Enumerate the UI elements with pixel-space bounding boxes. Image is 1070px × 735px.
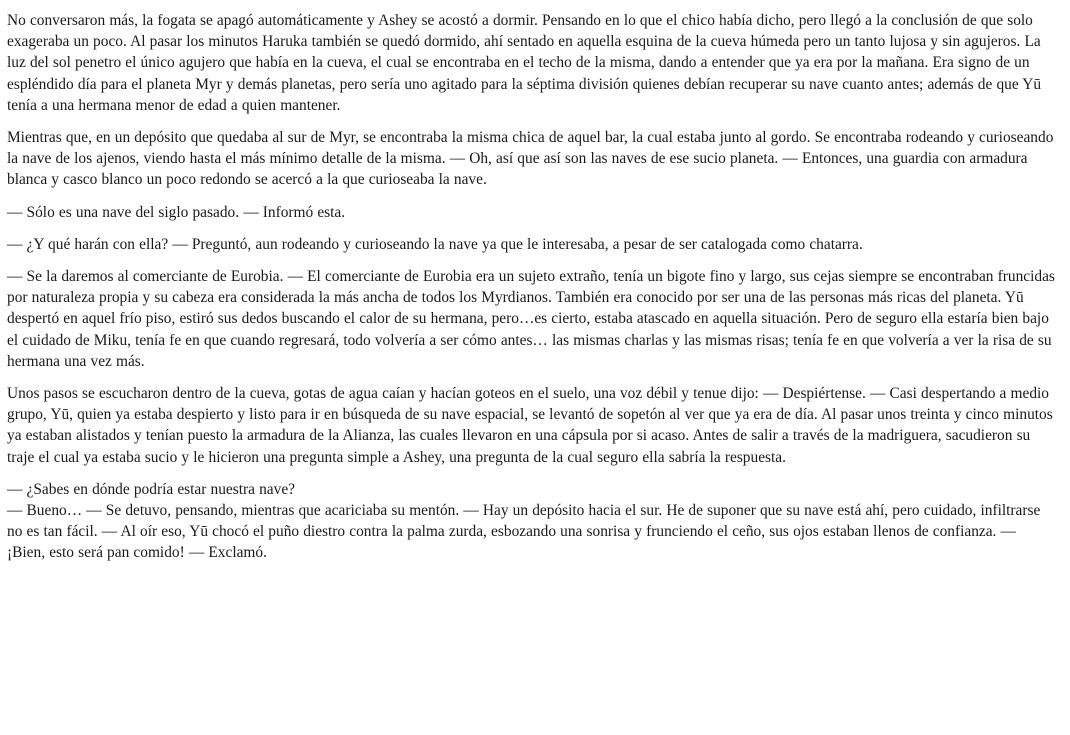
paragraph-1: No conversaron más, la fogata se apagó automáticamente y Ashey se acostó a dormir. Pensando en lo que el chico había dicho, pero llegó a la conclusión de que solo exageraba un poco. Al pasar los minutos Haruka también se quedó dormido, ahí sentado en aquella esquina de la cueva húmeda pero un tanto lujosa y sin agujeros. La luz del sol penetro el único agujero que había en la cueva, el cual se encontraba en el techo de la misma, dando a entender que ya era por la mañana. Era signo de un espléndido día para el planeta Myr y demás planetas, pero sería uno agitado para la séptima división quienes debían recuperar su nave cuanto antes; además de que Yū tenía a una hermana menor de edad a quien mantener. — [7, 12, 1042, 114]
paragraph-6: Unos pasos se escucharon dentro de la cueva, gotas de agua caían y hacían goteos en el suelo, una voz débil y tenue dijo: — Despiértense. — Casi despertando a medio grupo, Yū, quien ya estaba despierto y listo para ir en búsqueda de su nave espacial, se levantó de sopetón al ver que ya era de día. Al pasar unos treinta y cinco minutos ya estaban alistados y tenían puesto la armadura de la Alianza, las cuales llevaron en una cápsula por si acaso. Antes de salir a través de la madriguera, sacudieron su traje el cual ya estaba sucio y le hicieron una pregunta simple a Ashey, una pregunta de la cual seguro ella sabría la respuesta. — [7, 385, 1053, 466]
paragraph-5: — Se la daremos al comerciante de Eurobia. — El comerciante de Eurobia era un sujeto extraño, tenía un bigote fino y largo, sus cejas siempre se encontraban fruncidas por naturaleza propia y su cabeza era considerada la más ancha de todos los Myrdianos. También era conocido por ser una de las personas más ricas del planeta. Yū despertó en aquel frío piso, estiró sus dedos buscando el calor de su hermana, pero…es cierto, estaba atascado en aquella situación. Pero de seguro ella estaría bien bajo el cuidado de Miku, tenía fe en que cuando regresará, todo volvería a ser cómo antes… las mismas charlas y las mismas risas; tenía fe en que volvería a ver la risa de su hermana una vez más. — [7, 268, 1055, 370]
paragraph-3: — Sólo es una nave del siglo pasado. — Informó esta. — [7, 203, 346, 221]
paragraph-2: Mientras que, en un depósito que quedaba al sur de Myr, se encontraba la misma chica de aquel bar, la cual estaba junto al gordo. Se encontraba rodeando y curioseando la nave de los ajenos, viendo hasta el más mínimo detalle de la misma. — Oh, así que así son las naves de ese sucio planeta. — Entonces, una guardia con armadura blanca y casco blanco un poco redondo se acercó a la que curioseaba la nave. — [7, 129, 1054, 189]
paragraph-4: — ¿Y qué harán con ella? — Preguntó, aun rodeando y curioseando la nave ya que le interesaba, a pesar de ser catalogada como chatarra. — [7, 235, 863, 253]
paragraph-8: — Bueno… — Se detuvo, pensando, mientras que acariciaba su mentón. — Hay un depósito hacia el sur. He de suponer que su nave está ahí, pero cuidado, infiltrarse no es tan fácil. — Al oír eso, Yū chocó el puño diestro contra la palma zurda, esbozando una sonrisa y frunciendo el ceño, sus ojos estaban llenos de confianza. — ¡Bien, esto será pan comido! — Exclamó. — [7, 502, 1041, 562]
paragraph-7: — ¿Sabes en dónde podría estar nuestra nave? — [7, 480, 295, 498]
